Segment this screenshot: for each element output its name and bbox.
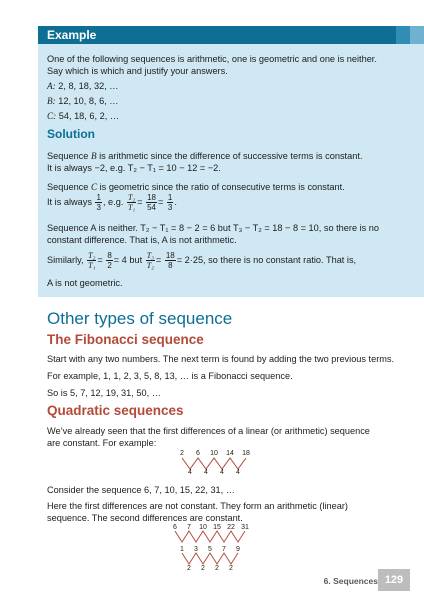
fraction-8-2 <box>106 251 112 270</box>
sequence-term: 10 <box>199 524 207 531</box>
example-header-accent-light <box>410 26 424 44</box>
sequence-c-terms: 54, 18, 6, 2, … <box>56 111 120 121</box>
sequence-c <box>47 110 119 122</box>
text: = 4 but <box>113 254 143 265</box>
zigzag-line-first <box>175 531 245 542</box>
solution-c-line2: It is always $\frac{1}{3}$ , e.g. $\frac{\text{T₂}}{\text{T₁}}$ = $\frac{18}{54}$ = $\frac{1}{3}$ . <box>47 193 177 212</box>
text: Sequence <box>47 182 91 192</box>
text: is geometric since the ratio of consecutive terms is constant. <box>97 182 345 192</box>
numerator: T₂ <box>127 193 136 202</box>
sequence-b-terms: 12, 10, 8, 6, … <box>55 96 119 106</box>
zigzag-line-second <box>182 553 238 564</box>
sequence-term: 2 <box>180 450 184 457</box>
sequence-term: 7 <box>187 524 191 531</box>
quadratic-para1: We’ve already seen that the first differences of a linear (or arithmetic) sequence <box>47 426 370 436</box>
numerator: T₃ <box>146 251 154 260</box>
second-difference: 2 <box>229 565 233 571</box>
text: It is always <box>47 196 95 207</box>
variable-b: B <box>90 151 97 161</box>
sequence-term: 22 <box>227 524 235 531</box>
second-difference: 2 <box>215 565 219 571</box>
sequence-b-label: B: <box>47 96 56 106</box>
example-header-accent <box>396 26 410 44</box>
fraction-t2-t1 <box>127 193 136 212</box>
first-difference: 4 <box>236 469 240 475</box>
sequence-a <box>47 80 119 92</box>
variable-c: C <box>90 182 98 192</box>
text: Sequence <box>47 151 91 161</box>
solution-heading: Solution <box>47 127 95 141</box>
denominator: 2 <box>107 261 112 270</box>
first-difference: 5 <box>208 546 212 553</box>
quadratic-para4: Here the first differences are not constant. They form an arithmetic (linear) <box>47 501 348 511</box>
sequence-term: 10 <box>210 450 218 457</box>
fibonacci-heading: The Fibonacci sequence <box>47 332 204 347</box>
numerator: T₂ <box>88 251 96 260</box>
fraction-t2-t1-b <box>87 251 96 270</box>
numerator: 18 <box>147 193 156 202</box>
sequence-term: 18 <box>242 450 250 457</box>
fraction-one-third-b <box>167 193 173 212</box>
denominator: T₁ <box>88 261 96 270</box>
first-difference: 9 <box>236 546 240 553</box>
example-intro-line2: Say which is which and justify your answers. <box>47 66 228 76</box>
fraction-one-third <box>95 193 101 212</box>
page-number: 129 <box>378 569 410 591</box>
chapter-label <box>324 576 378 586</box>
second-difference: 2 <box>187 565 191 571</box>
second-difference: 2 <box>201 565 205 571</box>
denominator: 8 <box>168 261 173 270</box>
quadratic-heading: Quadratic sequences <box>47 403 184 418</box>
sequence-c-label: C: <box>47 111 57 121</box>
first-difference: 4 <box>220 469 224 475</box>
first-difference: 3 <box>194 546 198 553</box>
solution-b-line1 <box>47 150 362 162</box>
denominator: 3 <box>167 203 173 212</box>
text: is arithmetic since the difference of successive terms is constant. <box>96 151 363 161</box>
first-difference: 1 <box>180 546 184 553</box>
solution-b-line2: It is always −2, e.g. T₂ − T₁ = 10 − 12 = −2. <box>47 163 221 173</box>
zigzag-line <box>182 458 246 469</box>
solution-a-line4: A is not geometric. <box>47 278 123 288</box>
denominator: T₂ <box>146 261 154 270</box>
first-difference: 4 <box>188 469 192 475</box>
sequence-term: 31 <box>241 524 249 531</box>
fraction-t3-t2 <box>146 251 155 270</box>
numerator: 1 <box>96 193 101 202</box>
example-intro-line1: One of the following sequences is arithmetic, one is geometric and one is neither. <box>47 54 377 64</box>
fraction-18-8 <box>165 251 176 270</box>
quadratic-difference-diagram <box>165 521 265 571</box>
first-difference: 7 <box>222 546 226 553</box>
denominator: 54 <box>147 203 156 212</box>
sequence-a-label: A: <box>47 81 56 91</box>
linear-difference-diagram <box>170 447 260 475</box>
fibonacci-para2: For example, 1, 1, 2, 3, 5, 8, 13, … is a Fibonacci sequence. <box>47 371 293 381</box>
solution-a-line1: Sequence A is neither. T₂ − T₁ = 8 − 2 = 6 but T₃ − T₂ = 18 − 8 = 10, so there is no <box>47 223 380 233</box>
denominator: 3 <box>96 203 101 212</box>
section-title: Other types of sequence <box>47 309 233 328</box>
first-difference: 4 <box>204 469 208 475</box>
sequence-term: 6 <box>173 524 177 531</box>
sequence-term: 15 <box>213 524 221 531</box>
quadratic-para5: sequence. The second differences are constant. <box>47 513 243 523</box>
numerator: 8 <box>107 251 112 260</box>
text: Similarly, <box>47 254 84 265</box>
quadratic-para3: Consider the sequence 6, 7, 10, 15, 22, 31, … <box>47 485 235 495</box>
sequence-term: 14 <box>226 450 234 457</box>
solution-a-line2: constant difference. That is, A is not arithmetic. <box>47 235 237 245</box>
fibonacci-para3: So is 5, 7, 12, 19, 31, 50, … <box>47 388 161 398</box>
numerator: 1 <box>167 193 173 202</box>
text: , e.g. <box>102 196 124 207</box>
example-title: Example <box>47 28 97 42</box>
sequence-term: 6 <box>196 450 200 457</box>
numerator: 18 <box>165 251 175 260</box>
solution-c-line1 <box>47 181 345 193</box>
fraction-18-54 <box>146 193 157 212</box>
denominator: T₁ <box>127 203 136 212</box>
chapter-text: 6. Sequences <box>323 576 378 586</box>
text: = 2·25, so there is no constant ratio. That is, <box>176 254 357 265</box>
solution-a-line3: Similarly, $\frac{\text{T₂}}{\text{T₁}}$ = $\frac{8}{2}$ = 4 but $\frac{\text{T₃}}{\text{T₂}}$ = $\frac{18}{8}$ = 2·25, so there is no constant ratio. That is, <box>47 251 357 270</box>
sequence-a-terms: 2, 8, 18, 32, … <box>55 81 119 91</box>
sequence-b <box>47 95 119 107</box>
quadratic-para2: are constant. For example: <box>47 438 157 448</box>
fibonacci-para1: Start with any two numbers. The next term is found by adding the two previous terms. <box>47 354 395 364</box>
